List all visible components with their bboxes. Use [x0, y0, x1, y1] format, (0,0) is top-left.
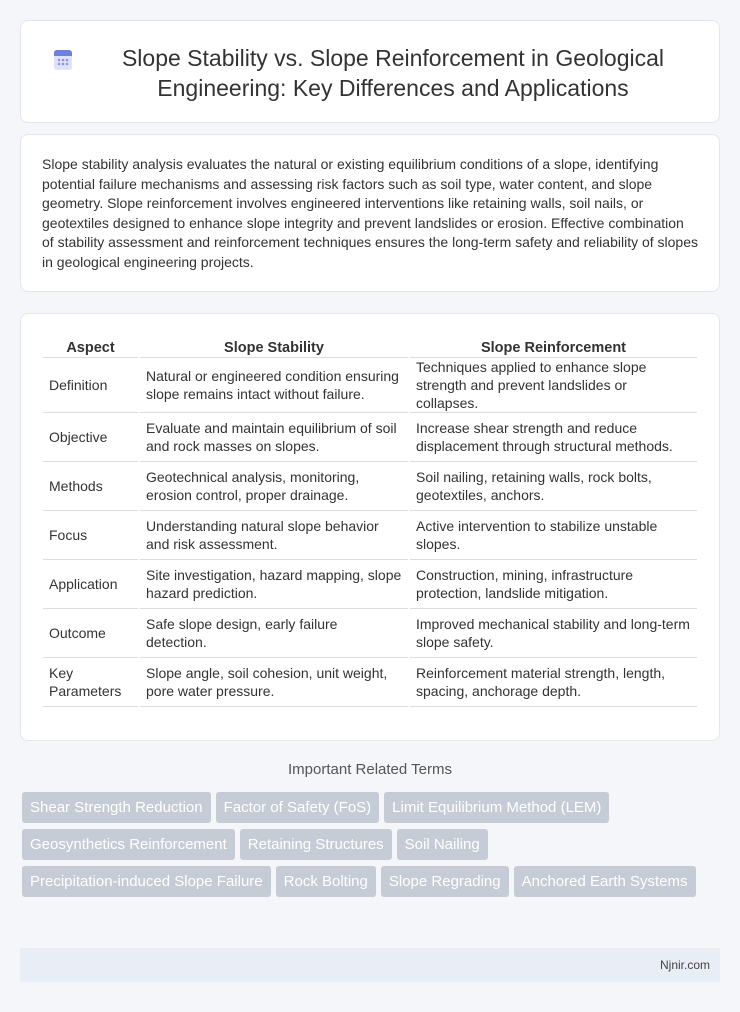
table-row	[43, 462, 697, 511]
stability-cell: Understanding natural slope behavior and risk assessment.	[140, 511, 408, 560]
reinforcement-cell: Reinforcement material strength, length, spacing, anchorage depth.	[410, 658, 697, 707]
table-row	[43, 358, 697, 413]
related-term-tag[interactable]: Rock Bolting	[276, 866, 376, 897]
related-term-tag[interactable]: Limit Equilibrium Method (LEM)	[384, 792, 609, 823]
related-term-tag[interactable]: Precipitation-induced Slope Failure	[22, 866, 271, 897]
aspect-cell: Outcome	[43, 609, 138, 658]
table-row	[43, 658, 697, 707]
reinforcement-cell: Increase shear strength and reduce displacement through structural methods.	[410, 413, 697, 462]
table-row	[43, 609, 697, 658]
title-row	[21, 21, 719, 103]
related-term-tag[interactable]: Anchored Earth Systems	[514, 866, 696, 897]
summary-paragraph: Slope stability analysis evaluates the natural or existing equilibrium conditions of a slope, identifying potential failure mechanisms and assessing risk factors such as soil type, water content, and slope geometry. Slope reinforcement involves engineered interventions like retaining walls, soil nails, or geotextiles designed to enhance slope integrity and prevent landslides or erosion. Effective combination of stability assessment and reinforcement techniques ensures the long-term safety and reliability of slopes in geological engineering projects.	[42, 156, 699, 270]
aspect-cell: Definition	[43, 358, 138, 413]
related-terms-heading: Important Related Terms	[288, 761, 452, 778]
related-term-tag[interactable]: Retaining Structures	[240, 829, 392, 860]
table-row	[43, 413, 697, 462]
footer-bar	[20, 948, 720, 982]
reinforcement-cell: Construction, mining, infrastructure protection, landslide mitigation.	[410, 560, 697, 609]
comparison-table-card	[20, 313, 720, 741]
stability-cell: Safe slope design, early failure detection.	[140, 609, 408, 658]
related-terms-list	[22, 792, 712, 903]
related-term-tag[interactable]: Shear Strength Reduction	[22, 792, 211, 823]
aspect-cell: Focus	[43, 511, 138, 560]
table-row	[43, 560, 697, 609]
stability-cell: Site investigation, hazard mapping, slope hazard prediction.	[140, 560, 408, 609]
stability-cell: Slope angle, soil cohesion, unit weight, pore water pressure.	[140, 658, 408, 707]
stability-cell: Evaluate and maintain equilibrium of soil and rock masses on slopes.	[140, 413, 408, 462]
related-term-tag[interactable]: Geosynthetics Reinforcement	[22, 829, 235, 860]
comparison-table	[41, 334, 699, 707]
related-term-tag[interactable]: Slope Regrading	[381, 866, 509, 897]
stability-cell: Geotechnical analysis, monitoring, erosion control, proper drainage.	[140, 462, 408, 511]
header-slope-reinforcement: Slope Reinforcement	[410, 334, 697, 358]
table-header-row	[43, 334, 697, 358]
footer-site-name[interactable]: Njnir.com	[659, 958, 710, 972]
related-term-tag[interactable]: Factor of Safety (FoS)	[216, 792, 380, 823]
table-row	[43, 511, 697, 560]
aspect-cell: Key Parameters	[43, 658, 138, 707]
header-aspect: Aspect	[43, 334, 138, 358]
summary-card	[20, 134, 720, 292]
related-term-tag[interactable]: Soil Nailing	[397, 829, 488, 860]
page-title: Slope Stability vs. Slope Reinforcement in Geological Engineering: Key Differences and Applications	[121, 45, 665, 101]
title-card	[20, 20, 720, 123]
document-icon	[51, 48, 75, 72]
reinforcement-cell: Improved mechanical stability and long-term slope safety.	[410, 609, 697, 658]
aspect-cell: Application	[43, 560, 138, 609]
reinforcement-cell: Techniques applied to enhance slope strength and prevent landslides or collapses.	[410, 358, 697, 413]
stability-cell: Natural or engineered condition ensuring slope remains intact without failure.	[140, 358, 408, 413]
aspect-cell: Objective	[43, 413, 138, 462]
reinforcement-cell: Active intervention to stabilize unstable slopes.	[410, 511, 697, 560]
aspect-cell: Methods	[43, 462, 138, 511]
header-slope-stability: Slope Stability	[140, 334, 408, 358]
reinforcement-cell: Soil nailing, retaining walls, rock bolts, geotextiles, anchors.	[410, 462, 697, 511]
